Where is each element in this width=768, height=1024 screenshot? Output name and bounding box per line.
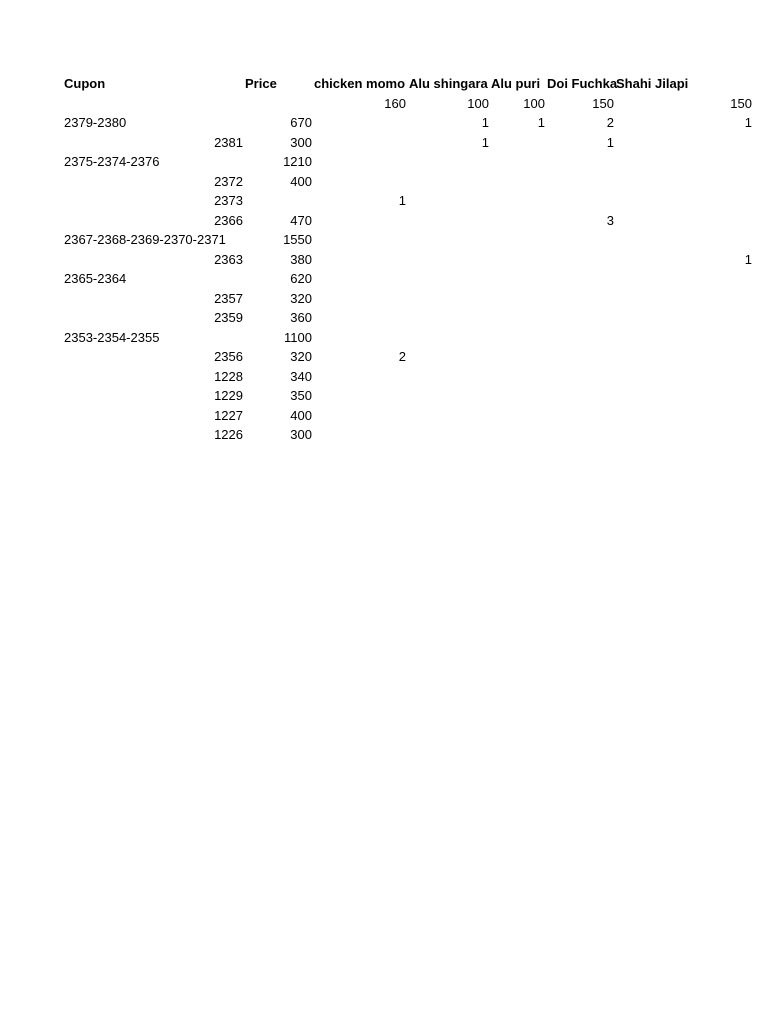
cell-cupon: 2372 [214,173,243,189]
unit-price-row [64,94,752,114]
cell-cupon: 2366 [214,212,243,228]
table-row [64,269,690,289]
cell-cupon: 2367-2368-2369-2370-2371 [64,232,226,247]
table-row [64,386,690,406]
header-cupon: Cupon [64,76,106,91]
cell-price: 340 [290,368,312,384]
cell-price: 620 [290,271,312,286]
cell-doi-fuchka: 1 [606,134,614,150]
cell-alu-shingara: 1 [481,134,489,150]
cell-cupon: 1229 [214,388,243,403]
cell-price: 350 [290,388,312,403]
cell-price: 300 [290,134,312,150]
cell-chicken-momo: 1 [398,193,406,208]
cell-price: 1210 [283,154,312,169]
cell-price: 670 [290,115,312,130]
cell-cupon: 2373 [214,193,243,208]
cell-alu-puri: 1 [537,115,545,130]
unit-price-chicken-momo: 160 [384,95,406,111]
header-row [64,74,690,94]
cell-price: 1100 [284,329,312,345]
unit-price-doi-fuchka: 150 [592,95,614,111]
table-row [64,133,690,153]
cell-price: 400 [290,173,312,189]
cell-doi-fuchka: 3 [606,212,614,228]
table-row [64,211,690,231]
data-rows [64,113,752,445]
cell-price: 320 [290,290,312,306]
unit-price-shahi-jilapi: 150 [730,95,752,111]
header-shahi-jilapi: Shahi Jilapi [616,76,689,91]
cell-price: 1550 [283,232,312,247]
cell-cupon: 2363 [214,251,243,267]
cell-cupon: 2365-2364 [64,271,127,286]
table-row [64,425,690,445]
cell-cupon: 1226 [214,427,243,442]
table-row [64,406,690,426]
cell-price: 300 [290,427,312,442]
cell-doi-fuchka: 2 [606,115,614,130]
cell-cupon: 2359 [214,310,243,325]
header-chicken-momo: chicken momo [314,76,406,91]
header-price: Price [245,76,277,91]
cell-shahi-jilapi: 1 [744,115,752,130]
table-row [64,230,690,250]
table-row [64,367,690,387]
cell-price: 320 [290,349,312,364]
cell-price: 380 [290,251,312,267]
table-row [64,308,690,328]
cell-cupon: 1227 [214,407,243,423]
cell-cupon: 2356 [214,349,243,364]
table-row [64,113,752,133]
table-row [64,347,690,367]
cell-chicken-momo: 2 [398,349,406,364]
cell-shahi-jilapi: 1 [744,251,752,267]
spreadsheet [64,74,752,445]
unit-price-alu-shingara: 100 [467,95,489,111]
cell-cupon: 2381 [214,134,243,150]
table-row [64,191,690,211]
table-row [64,152,690,172]
cell-cupon: 2375-2374-2376 [64,154,160,169]
cell-cupon: 2353-2354-2355 [64,329,160,345]
cell-alu-shingara: 1 [481,115,489,130]
header-doi-fuchka: Doi Fuchka [547,76,618,91]
cell-price: 360 [290,310,312,325]
cell-price: 400 [290,407,312,423]
cell-price: 470 [290,212,312,228]
table-row [64,328,690,348]
table-row [64,289,690,309]
cell-cupon: 2379-2380 [64,115,127,130]
header-alu-puri: Alu puri [491,76,541,91]
unit-price-alu-puri: 100 [523,95,545,111]
table-row [64,172,690,192]
cell-cupon: 2357 [214,290,243,306]
table-row [64,250,752,270]
cell-cupon: 1228 [214,368,243,384]
header-alu-shingara: Alu shingara [409,76,488,91]
